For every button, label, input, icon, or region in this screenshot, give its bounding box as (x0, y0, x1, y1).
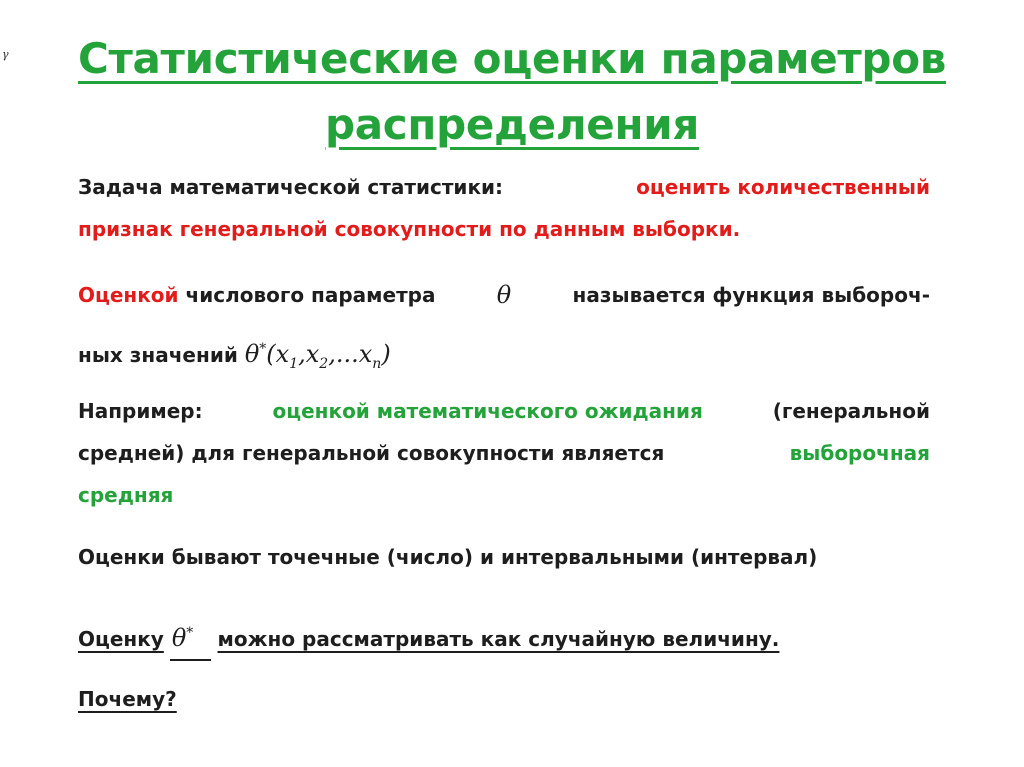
question (78, 678, 930, 720)
example-estimate-mean: оценкой математического ожидания (272, 399, 703, 423)
definition-line-1 (78, 274, 930, 316)
example-label: Например: (78, 399, 203, 423)
example-line-2 (78, 432, 930, 474)
estimate-definition (78, 274, 930, 370)
definition-text-3: ных значений (78, 343, 238, 367)
theta-symbol: θ (496, 281, 512, 309)
task-paragraph (78, 166, 930, 250)
random-variable-line (78, 612, 930, 654)
example-text: средней) для генеральной совокупности является (78, 441, 665, 465)
theta-star-symbol: θ* (170, 612, 211, 661)
term-estimate: Оценкой (78, 283, 179, 307)
example-sample: выборочная (789, 441, 930, 465)
example-general: (генеральной (772, 399, 930, 423)
definition-line-2 (78, 328, 930, 370)
task-intro: Задача математической статистики: (78, 175, 504, 199)
estimate-types-text: Оценки бывают точечные (число) и интервальными (интервал) (78, 545, 818, 569)
example-mean: средняя (78, 483, 174, 507)
random-variable-statement (78, 612, 930, 654)
statement-end: можно рассматривать как случайную величину. (217, 627, 780, 651)
corner-symbol: γ (2, 48, 9, 61)
definition-text-2: называется функция выбороч- (572, 283, 930, 307)
estimate-types (78, 536, 930, 578)
definition-text-1: числового параметра (185, 283, 436, 307)
example-line-1 (78, 390, 930, 432)
statement-start: Оценку (78, 627, 164, 651)
title-line-1: Статистические оценки параметров (77, 34, 947, 83)
example-paragraph (78, 390, 930, 516)
task-line-1 (78, 166, 930, 208)
question-text: Почему? (78, 687, 177, 711)
estimator-formula: $\theta^*(x_1,x_2,...x_n)$ (244, 340, 391, 372)
slide-title (0, 26, 1024, 158)
title-line-2: распределения (324, 100, 700, 149)
task-goal-start: оценить количественный (636, 175, 930, 199)
task-goal-end: признак генеральной совокупности по данным выборки. (78, 217, 741, 241)
